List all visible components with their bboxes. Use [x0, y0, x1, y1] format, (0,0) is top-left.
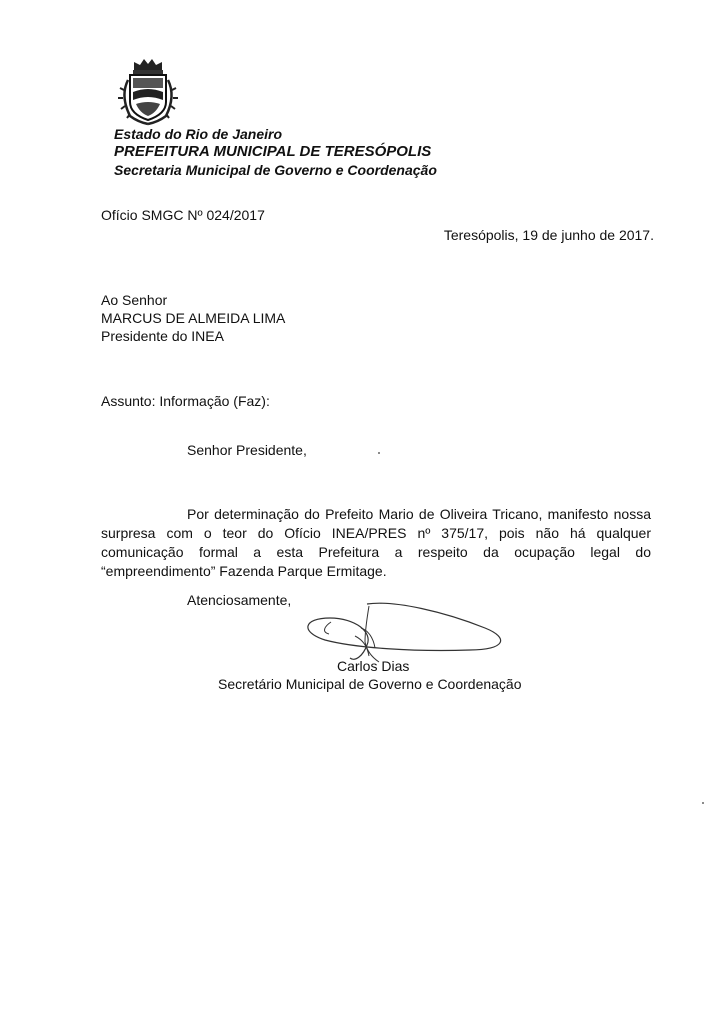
- coat-of-arms-emblem: [116, 56, 180, 126]
- header-prefecture: PREFEITURA MUNICIPAL DE TERESÓPOLIS: [114, 143, 432, 160]
- letter-reference: Ofício SMGC Nº 024/2017: [101, 207, 265, 223]
- recipient-name: MARCUS DE ALMEIDA LIMA: [101, 310, 286, 326]
- closing: Atenciosamente,: [187, 592, 292, 608]
- recipient-title: Presidente do INEA: [101, 328, 224, 344]
- scan-speck: [702, 802, 704, 804]
- signatory-role: Secretário Municipal de Governo e Coordenação: [218, 676, 522, 692]
- handwritten-signature: [295, 600, 535, 675]
- subject-line: Assunto: Informação (Faz):: [101, 393, 270, 409]
- header-state: Estado do Rio de Janeiro: [114, 126, 283, 142]
- body-text: Por determinação do Prefeito Mario de Oliveira Tricano, manifesto nossa surpresa com o teor do Ofício INEA/PRES nº 375/17, pois não há qualquer comunicação formal a esta Prefeitura a respeito da ocupação legal do “empreendimento” Fazenda Parque Ermitage.: [101, 506, 651, 579]
- scan-speck: [378, 452, 380, 454]
- place-date: Teresópolis, 19 de junho de 2017.: [443, 227, 654, 243]
- greeting: Senhor Presidente,: [187, 442, 307, 458]
- body-paragraph: [101, 505, 651, 581]
- header-secretariat: Secretaria Municipal de Governo e Coordenação: [114, 162, 437, 178]
- signatory-name: Carlos Dias: [337, 658, 410, 674]
- recipient-salutation: Ao Senhor: [101, 292, 168, 308]
